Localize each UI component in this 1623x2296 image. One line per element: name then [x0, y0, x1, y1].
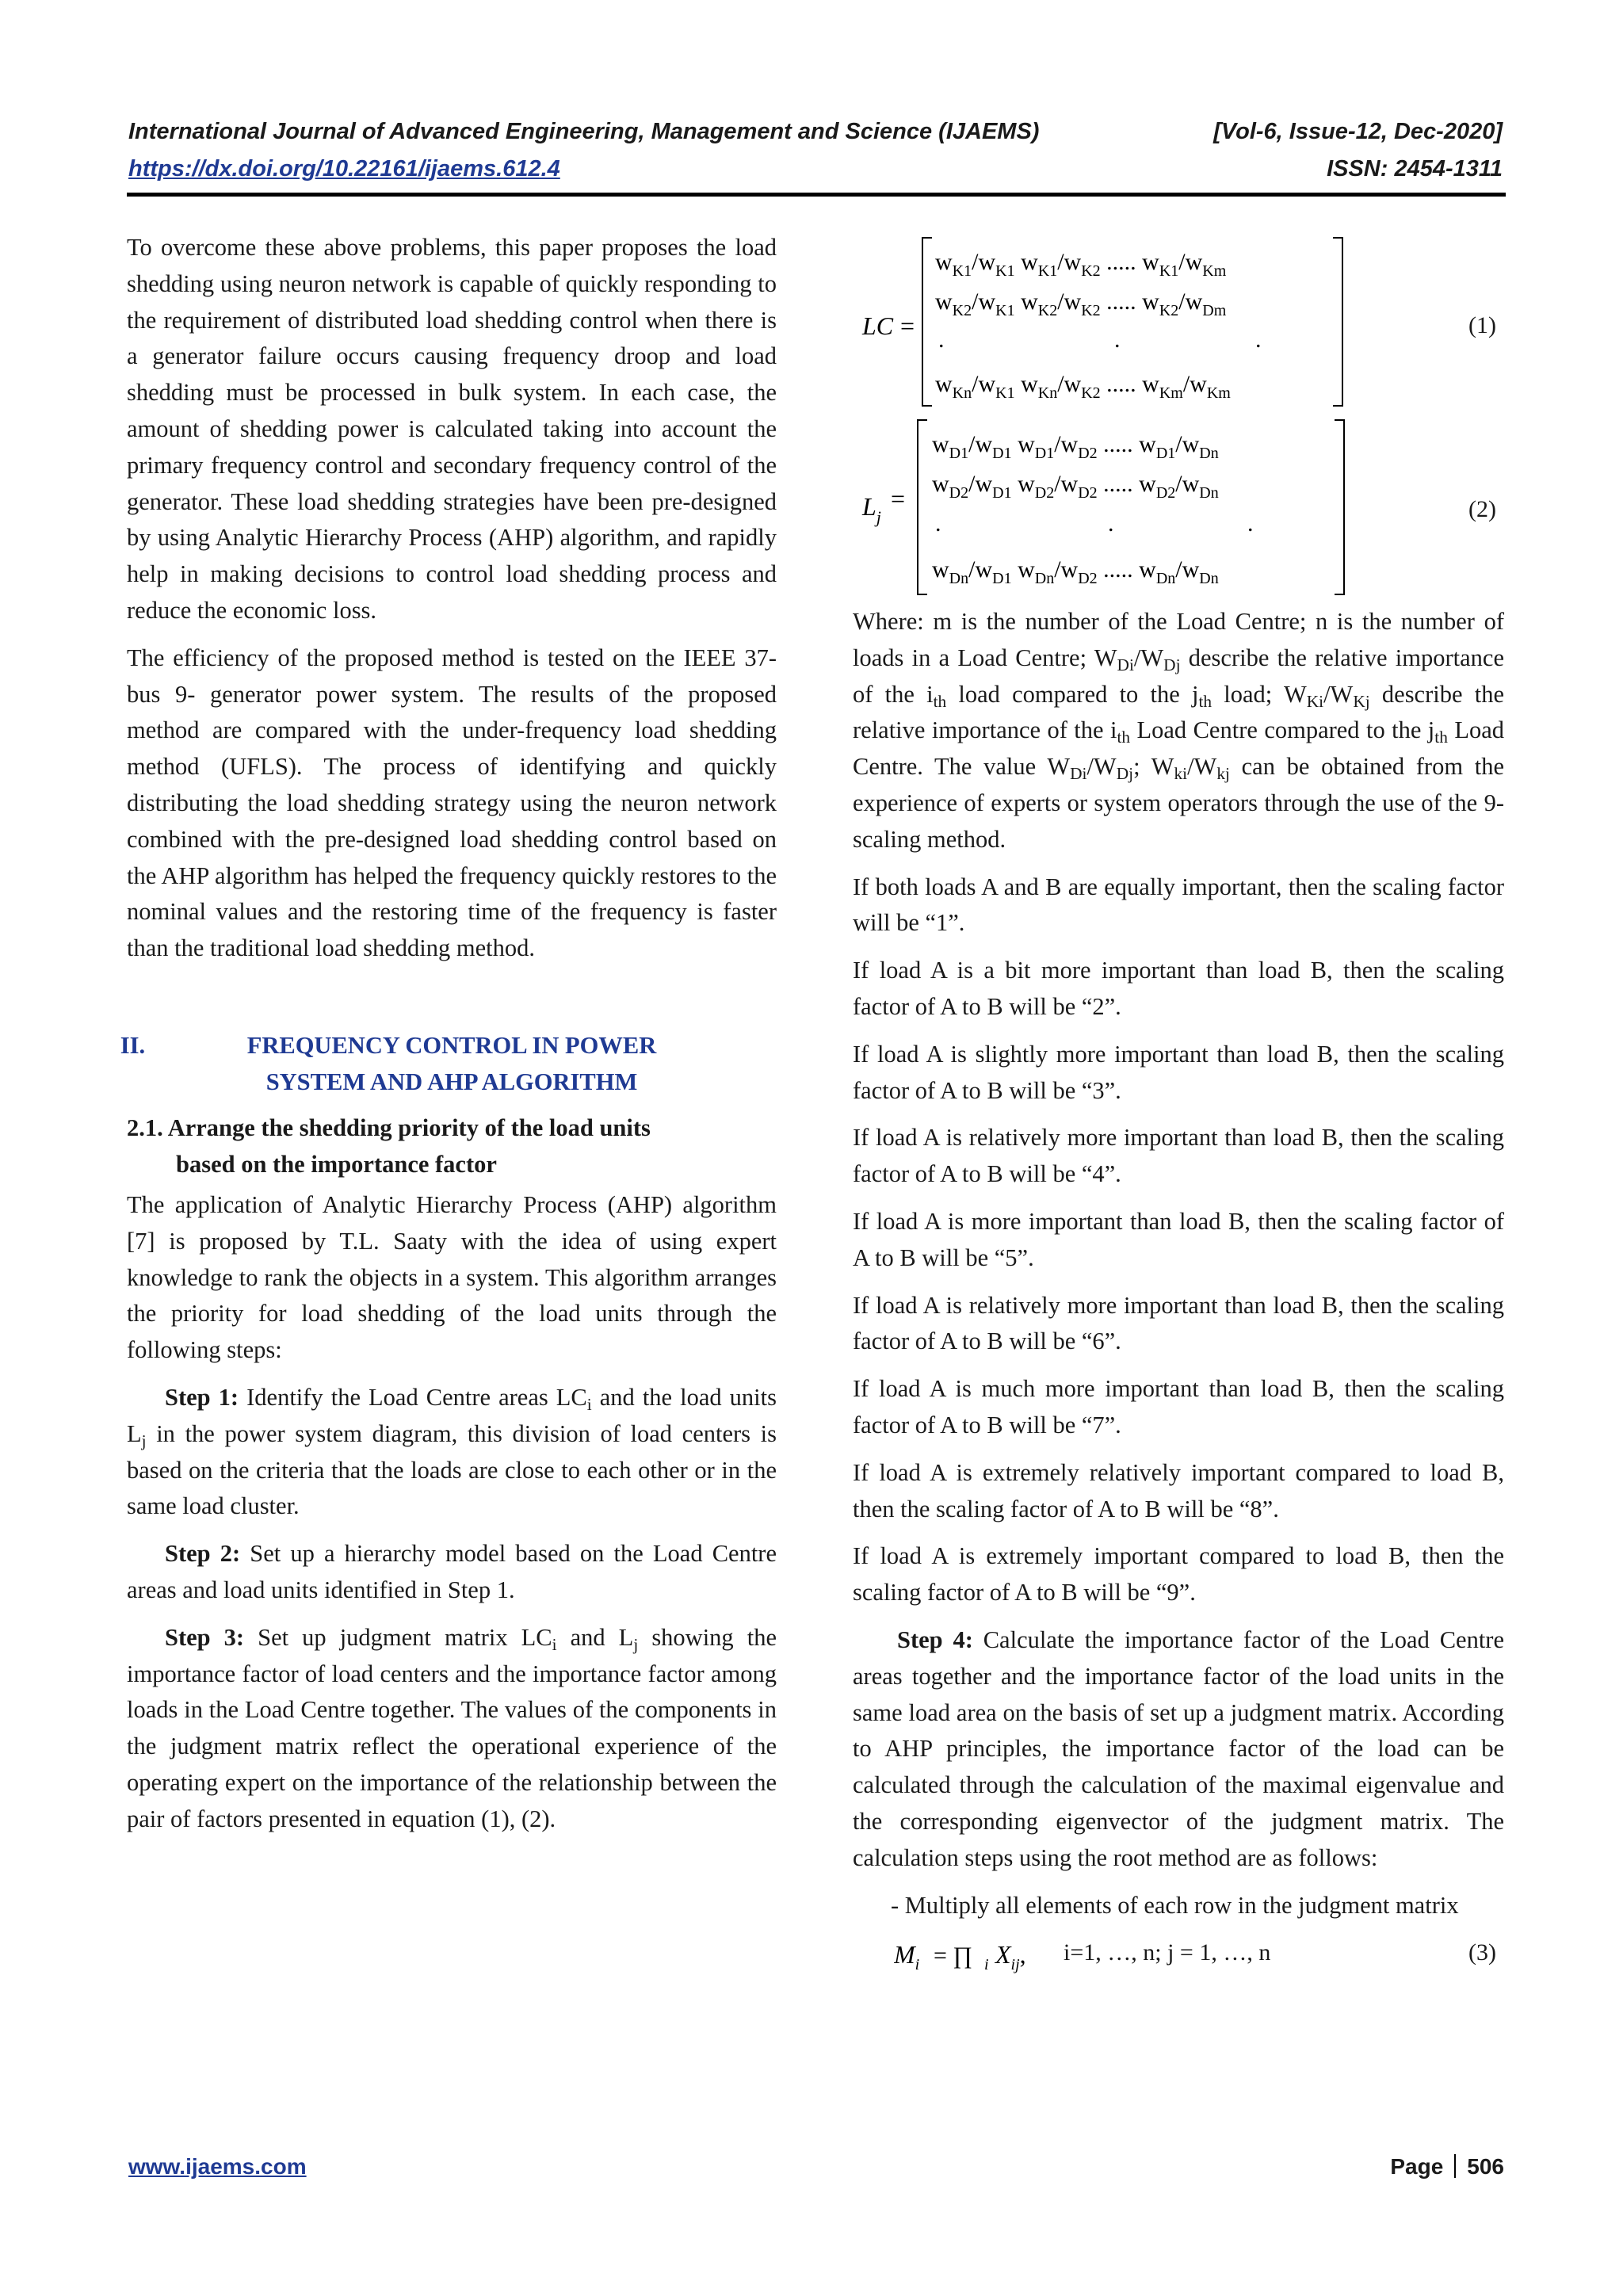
step-3 [127, 1620, 777, 1838]
page-label: Page [1390, 2154, 1444, 2179]
issn: ISSN: 2454-1311 [1327, 156, 1503, 181]
page-divider [1454, 2154, 1456, 2178]
equation-3-range: i=1, …, n; j = 1, …, n [1064, 1939, 1271, 1966]
svg-text:Mi: $M_i$ [894, 1940, 920, 1974]
equation-2-svg [853, 414, 1504, 604]
paragraph-ahp: The application of Analytic Hierarchy Process (AHP) algorithm [7] is proposed by T.L. Saaty with the idea of using expert knowledge to rank the objects in a system. This algorithm arranges the priority for load shedding of the load units through the following steps: [127, 1190, 777, 1364]
step-4 [853, 1622, 1504, 1877]
step-3-sub-j: j [633, 1634, 639, 1654]
scale-9: If load A is extremely important compared to load B, then the scaling factor of A to B will be “9”. [853, 1542, 1504, 1606]
svg-text:.: . [1255, 327, 1262, 353]
subsection-heading [127, 1110, 777, 1182]
journal-title: International Journal of Advanced Engineering, Management and Science (IJAEMS) [128, 119, 1040, 144]
svg-text:i: i [984, 1956, 989, 1974]
equation-1-number: (1) [1468, 312, 1496, 338]
svg-text:.: . [938, 327, 945, 353]
svg-text:Lj: $L_j$ [862, 492, 881, 527]
volume-issue: [Vol-6, Issue-12, Dec-2020] [1213, 119, 1503, 144]
step-2-label: Step 2: [165, 1540, 241, 1568]
doi-link[interactable]: https://dx.doi.org/10.22161/ijaems.612.4 [128, 156, 560, 181]
section-heading: II. FREQUENCY CONTROL IN POWER SYSTEM AND AHP ALGORITHM [120, 1031, 657, 1095]
footer-page-number [1390, 2154, 1504, 2179]
equation-2 [853, 414, 1504, 604]
equation-3-number: (3) [1468, 1939, 1496, 1966]
svg-text:wKn/wK1 wKn/wK2 ..... wKm/wKm: $w_{Kn}/w_{K1}$ $w_{Kn}/w_{K2}$ ..... $w_{Km}/w_{Km}$ [935, 371, 1231, 402]
svg-text:= ∏: = ∏ [934, 1943, 973, 1969]
scale-7: If load A is much more important than load B, then the scaling factor of A to B will be “7”. [853, 1375, 1504, 1438]
equation-3 [853, 1935, 1504, 1974]
svg-text:LC: LC [862, 311, 894, 340]
scale-1: If both loads A and B are equally important, then the scaling factor will be “1”. [853, 873, 1504, 937]
subsection-title: 2.1. Arrange the shedding priority of the load units [127, 1114, 651, 1141]
section-title-line1: FREQUENCY CONTROL IN POWER [246, 1031, 657, 1059]
svg-text:wD2/wD1 wD2/wD2 ..... wD2/wDn: $w_{D2}/w_{D1}$ $w_{D2}/w_{D2}$ ..... $w_{D2}/w_{Dn}$ [932, 471, 1219, 502]
scale-5: If load A is more important than load B, then the scaling factor of A to B will be “5”. [853, 1207, 1504, 1271]
svg-text:.: . [1108, 510, 1114, 537]
step-1-text-c: in the power system diagram, this division of load centers is based on the criteria that the loads are close to each other or in the same load cluster. [127, 1419, 777, 1520]
step-1-text-a: Identify the Load Centre areas LC [239, 1383, 587, 1411]
svg-text:.: . [1114, 327, 1121, 353]
scale-8: If load A is extremely relatively important compared to load B, then the scaling factor of A to B will be “8”. [853, 1458, 1504, 1522]
svg-text:Xij,: $X_{ij}$, [995, 1940, 1026, 1974]
svg-text:.: . [935, 510, 941, 537]
equation-1 [853, 230, 1504, 414]
svg-text:.: . [1247, 510, 1254, 537]
step-2-text: Set up a hierarchy model based on the Load Centre areas and load units identified in Step 1. [127, 1540, 777, 1603]
equation-2-number: (2) [1468, 496, 1496, 522]
left-column [120, 230, 777, 1848]
svg-text:wK2/wK1 wK2/wK2 ..... wK2/wDm: $w_{K2}/w_{K1}$ $w_{K2}/w_{K2}$ ..... $w_{K2}/w_{Dm}$ [935, 288, 1227, 319]
svg-text:=: = [891, 484, 906, 513]
step-1 [127, 1380, 777, 1525]
paragraph-multiply: - Multiply all elements of each row in the judgment matrix [891, 1891, 1459, 1919]
right-column [853, 230, 1504, 1974]
step-2 [127, 1536, 777, 1609]
header-rule [127, 193, 1506, 197]
scale-4: If load A is relatively more important than load B, then the scaling factor of A to B will be “4”. [853, 1124, 1504, 1188]
step-3-text-b: and L [556, 1623, 634, 1651]
svg-text:wD1/wD1 wD1/wD2 ..... wD1/wDn: $w_{D1}/w_{D1}$ $w_{D1}/w_{D2}$ ..... $w_{D1}/w_{Dn}$ [932, 431, 1219, 462]
section-title-line2: SYSTEM AND AHP ALGORITHM [265, 1068, 638, 1095]
step-3-text-a: Set up judgment matrix LC [244, 1623, 552, 1651]
scale-6: If load A is relatively more important than load B, then the scaling factor of A to B will be “6”. [853, 1291, 1504, 1355]
equation-1-svg [853, 230, 1504, 414]
step-1-sub-i: i [586, 1394, 592, 1414]
svg-text:=: = [900, 311, 915, 340]
subsection-title-cont: based on the importance factor [176, 1150, 497, 1178]
step-1-label: Step 1: [165, 1383, 239, 1411]
step-1-text-b: and the load units L [127, 1383, 777, 1447]
footer-website-link[interactable]: www.ijaems.com [128, 2154, 307, 2179]
svg-text:wK1/wK1 wK1/wK2 ..... wK1/wKm: $w_{K1}/w_{K1}$ $w_{K1}/w_{K2}$ ..... $w_{K1}/w_{Km}$ [935, 249, 1227, 280]
page-number: 506 [1467, 2154, 1504, 2179]
scale-3: If load A is slightly more important than load B, then the scaling factor of A to B will be “3”. [853, 1040, 1504, 1104]
paragraph-intro: To overcome these above problems, this paper proposes the load shedding using neuron network is capable of quickly responding to the requirement of distributed load shedding control when there is a generator failure occurs causing frequency droop and load shedding must be processed in bulk system. In each case, the amount of shedding power is calculated taking into account the primary frequency control and secondary frequency control of the generator. These load shedding strategies have been pre-designed by using Analytic Hierarchy Process (AHP) algorithm, and rapidly help in making decisions to control load shedding process and reduce the economic loss. [127, 234, 777, 624]
step-3-label: Step 3: [165, 1623, 245, 1651]
step-4-label: Step 4: [897, 1626, 973, 1653]
scale-2: If load A is a bit more important than load B, then the scaling factor of A to B will be “2”. [853, 957, 1504, 1020]
paragraph-where: Where: m is the number of the Load Centre; n is the number of loads in a Load Centre; $W_{Di}/W_{Dj}$ describe the relative importance of the $i_{th}$ load compared to the $j_{th}$ load; $W_{Ki}/W_{Kj}$ describe the relative importance of the $i_{th}$ Load Centre compared to the $j_{th}$ Load Centre. The value $W_{Di}/W_{Dj}$; $W_{ki}/W_{kj}$ can be obtained from the experience of experts or system operators through the use of the 9-scaling method. [853, 608, 1504, 853]
step-1-sub-j: j [141, 1431, 147, 1450]
svg-text:wDn/wD1 wDn/wD2 ..... wDn/wDn: $w_{Dn}/w_{D1}$ $w_{Dn}/w_{D2}$ ..... $w_{Dn}/w_{Dn}$ [932, 556, 1219, 587]
step-3-sub-i: i [552, 1634, 557, 1654]
step-4-text: Calculate the importance factor of the Load Centre areas together and the importance factor of the load units in the same load area on the basis of set up a judgment matrix. According to AHP principles, the importance factor of the load can be calculated through the calculation of the maximal eigenvalue and the corresponding eigenvector of the judgment matrix. The calculation steps using the root method are as follows: [853, 1626, 1504, 1871]
paragraph-efficiency: The efficiency of the proposed method is tested on the IEEE 37- bus 9- generator power system. The results of the proposed method are compared with the under-frequency load shedding method (UFLS). The process of identifying and quickly distributing the load shedding strategy using the neuron network combined with the pre-designed load shedding control based on the AHP algorithm has helped the frequency quickly restores to the nominal values and the restoring time of the frequency is faster than the traditional load shedding method. [127, 644, 777, 962]
step-3-text-c: showing the importance factor of load centers and the importance factor among loads in the Load Centre together. The values of the components in the judgment matrix reflect the operational experience of the operating expert on the importance of the relationship between the pair of factors presented in equation (1), (2). [127, 1623, 777, 1832]
